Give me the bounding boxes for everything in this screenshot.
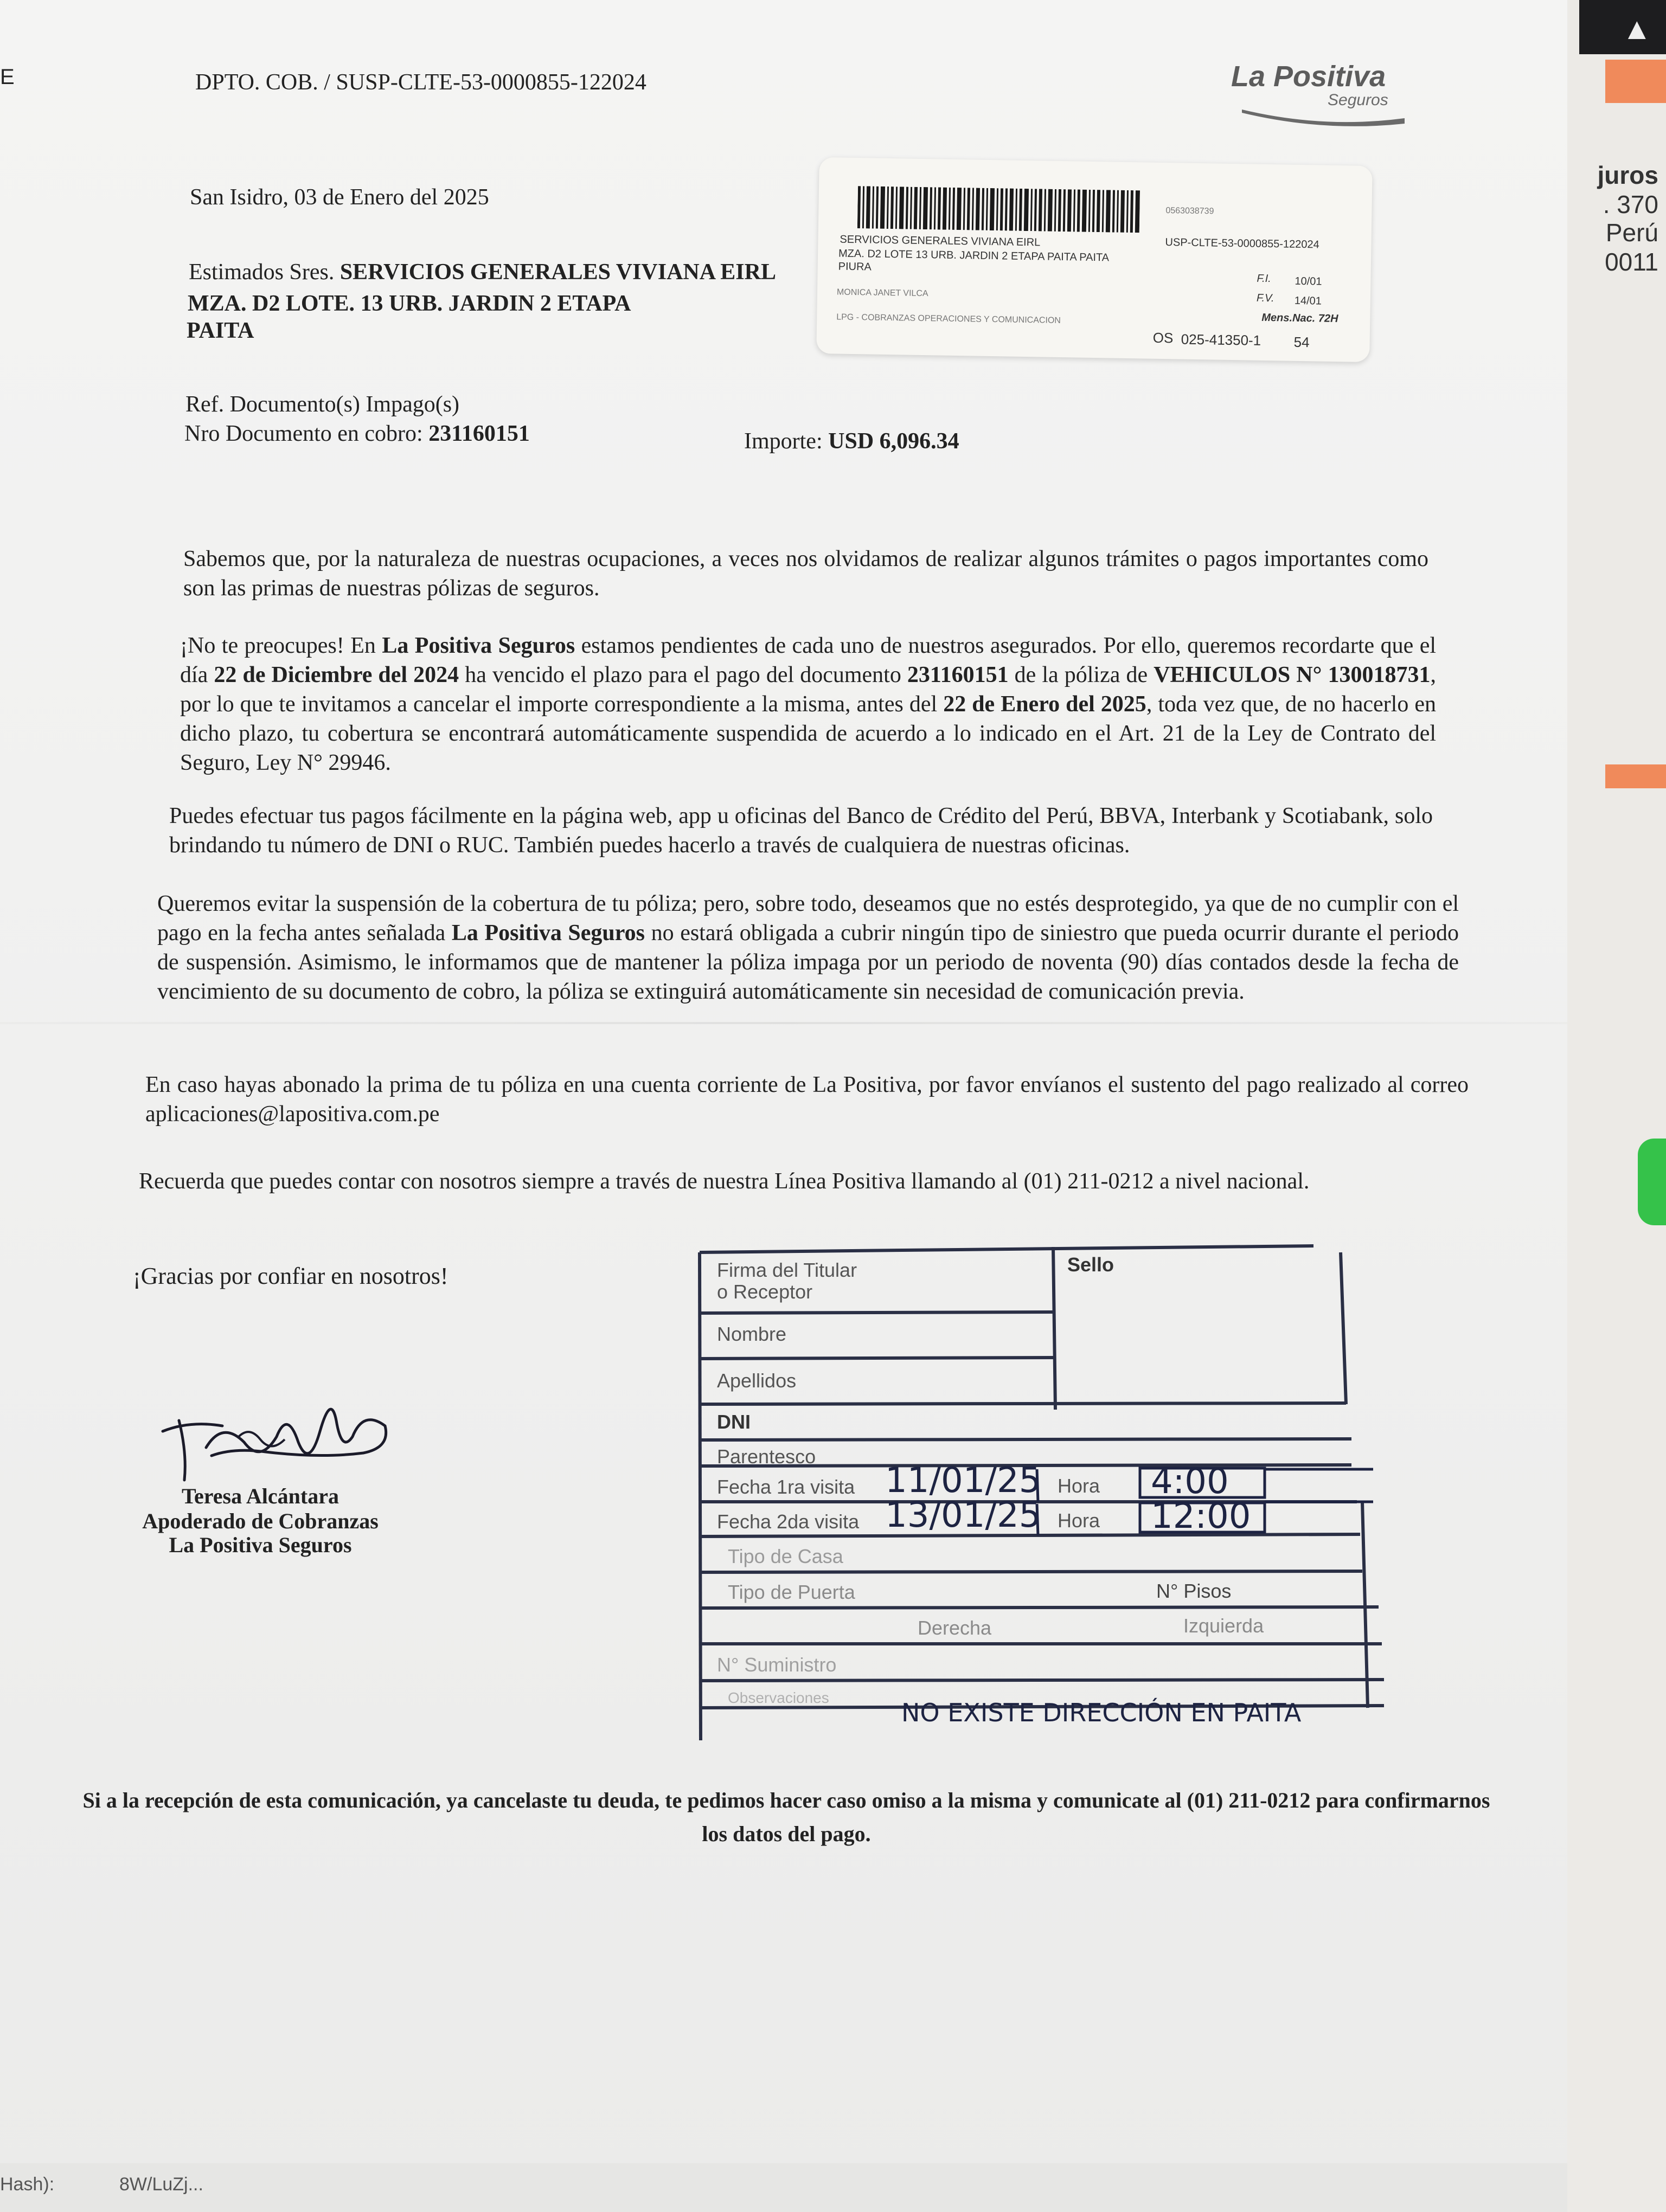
amount-line xyxy=(744,428,959,454)
form-firma-label: Firma del Titular xyxy=(717,1259,857,1281)
thanks-line: ¡Gracias por confiar en nosotros! xyxy=(133,1263,448,1289)
bottom-strip xyxy=(0,2163,1567,2212)
p2-text-a: ¡No te preocupes! En xyxy=(180,633,382,658)
paragraph-4 xyxy=(157,889,1459,1006)
hash-label: Hash): xyxy=(0,2174,55,2195)
amount-label: Importe: xyxy=(744,429,829,454)
shipping-label xyxy=(816,157,1373,362)
form-visita2-value: 13/01/25 xyxy=(885,1495,1041,1535)
form-derecha-label: Derecha xyxy=(918,1617,992,1639)
label-os-extra: 54 xyxy=(1293,333,1310,351)
form-tipo-casa-label: Tipo de Casa xyxy=(728,1545,843,1567)
form-hora1-label: Hora xyxy=(1058,1475,1100,1497)
label-fi-value: 10/01 xyxy=(1295,275,1322,288)
department-reference: DPTO. COB. / SUSP-CLTE-53-0000855-122024 xyxy=(195,70,646,95)
orange-band xyxy=(1605,60,1666,103)
document-label: Nro Documento en cobro: xyxy=(184,421,429,446)
label-fi: F.I. xyxy=(1257,272,1271,285)
underlying-text-4: 0011 xyxy=(1605,248,1658,276)
form-observaciones-label: Observaciones xyxy=(728,1689,829,1706)
form-nombre-label: Nombre xyxy=(717,1323,787,1345)
paragraph-1: Sabemos que, por la naturaleza de nuestras ocupaciones, a veces nos olvidamos de realizar algunos trámites o pagos importantes como son las primas de nuestras pólizas de seguros. xyxy=(183,546,1428,601)
reference-label: Ref. Documento(s) Impago(s) xyxy=(185,392,460,417)
underlying-text-3: Perú xyxy=(1605,218,1658,247)
label-department: LPG - COBRANZAS OPERACIONES Y COMUNICACION xyxy=(836,312,1061,326)
p2-text-k: , toda vez que, de no hacerlo en dicho plazo, tu cobertura se encontrará automáticamente suspendida de acuerdo a lo indicado en el Art. 21 de la Ley de Contrato del Seguro, Ley N° 29946. xyxy=(180,692,1436,775)
p4-text-a: Queremos evitar la suspensión de la cobertura de tu póliza; pero, sobre todo, deseamos que no estés desprotegido, ya que de no cumplir con el pago en la fecha antes señalada xyxy=(157,891,1459,946)
p2-text-i: , por lo que te invitamos a cancelar el importe correspondiente a la misma, antes del xyxy=(180,663,1437,717)
p2-due-date: 22 de Diciembre del 2024 xyxy=(214,663,459,687)
document-number-line xyxy=(184,421,530,447)
label-fv: F.V. xyxy=(1256,292,1274,305)
p2-policy: VEHICULOS N° 130018731 xyxy=(1154,663,1431,687)
underlying-text-1: juros xyxy=(1597,161,1658,189)
label-line-1: SERVICIOS GENERALES VIVIANA EIRL xyxy=(840,233,1041,249)
la-positiva-logo xyxy=(1231,60,1405,136)
hash-value: 8W/LuZj... xyxy=(119,2174,203,2195)
form-observaciones-value: NO EXISTE DIRECCIÓN EN PAITA xyxy=(901,1698,1302,1727)
p4-text-c: no estará obligada a cubrir ningún tipo de siniestro que pueda ocurrir durante el periodo de suspensión. Asimismo, le informamos que de mantener la póliza impaga por un periodo de noventa (90) días contados desde la fecha de vencimiento de su documento de cobro, la póliza se extinguirá automáticamente sin necesidad de comunicación previa. xyxy=(157,921,1459,1004)
p2-document: 231160151 xyxy=(907,663,1009,687)
form-firma-label-2: o Receptor xyxy=(717,1281,813,1303)
p4-company: La Positiva Seguros xyxy=(451,921,645,946)
signer-role: Apoderado de Cobranzas xyxy=(142,1509,379,1533)
letter-date: San Isidro, 03 de Enero del 2025 xyxy=(190,185,489,210)
handwritten-signature xyxy=(157,1388,396,1486)
logo-swoosh-icon xyxy=(1242,106,1405,128)
form-suministro-label: N° Suministro xyxy=(717,1654,837,1676)
amount-value: USD 6,096.34 xyxy=(828,429,959,454)
form-apellido-label: Apellidos xyxy=(717,1369,797,1392)
orange-band-2 xyxy=(1605,764,1666,788)
receipt-form xyxy=(695,1231,1389,1751)
paragraph-2 xyxy=(180,631,1436,777)
label-person: MONICA JANET VILCA xyxy=(836,287,928,299)
form-visita1-label: Fecha 1ra visita xyxy=(717,1476,855,1498)
signer-company: La Positiva Seguros xyxy=(169,1533,352,1557)
signer-name: Teresa Alcántara xyxy=(182,1484,339,1508)
p2-text-g: de la póliza de xyxy=(1008,663,1154,687)
underlying-sheet xyxy=(1556,0,1666,2212)
label-service: Mens.Nac. 72H xyxy=(1261,311,1338,325)
form-pisos-label: N° Pisos xyxy=(1156,1580,1232,1602)
form-hora2-value: 12:00 xyxy=(1151,1496,1251,1536)
logo-subtitle: Seguros xyxy=(1328,91,1388,109)
paragraph-6: Recuerda que puedes contar con nosotros siempre a través de nuestra Línea Positiva llamando al (01) 211-0212 a nivel nacional. xyxy=(139,1169,1310,1194)
form-parentesco-label: Parentesco xyxy=(717,1445,816,1468)
paragraph-5: En caso hayas abonado la prima de tu póliza en una cuenta corriente de La Positiva, por favor envíanos el sustento del pago realizado al correo aplicaciones@lapositiva.com.pe xyxy=(145,1072,1469,1127)
form-tipo-puerta-label: Tipo de Puerta xyxy=(728,1581,855,1603)
label-fv-value: 14/01 xyxy=(1294,294,1322,307)
recipient-city: PAITA xyxy=(187,318,254,343)
paragraph-3: Puedes efectuar tus pagos fácilmente en la página web, app u oficinas del Banco de Crédito del Perú, BBVA, Interbank y Scotiabank, solo brindando tu número de DNI o RUC. También puedes hacerlo a través de cualquiera de nuestras oficinas. xyxy=(169,803,1433,858)
salutation: Estimados Sres. xyxy=(189,260,340,285)
p2-text-e: ha vencido el plazo para el pago del documento xyxy=(459,663,907,687)
underlying-text-2: . 370 xyxy=(1603,190,1658,218)
footer-note: Si a la recepción de esta comunicación, ya cancelaste tu deuda, te pedimos hacer caso omiso a la misma y comunicate al (01) 211-0212 para confirmarnos los datos del pago. xyxy=(82,1788,1490,1846)
form-izquierda-label: Izquierda xyxy=(1183,1615,1264,1637)
recipient-name: SERVICIOS GENERALES VIVIANA EIRL xyxy=(339,260,776,285)
form-sello-label: Sello xyxy=(1067,1253,1114,1276)
arrow-up-icon: ▲ xyxy=(1622,11,1652,46)
form-dni-label: DNI xyxy=(717,1411,751,1433)
p2-text-c: estamos pendientes de cada uno de nuestros asegurados. Por ello, queremos recordarte que el día xyxy=(180,633,1436,687)
label-os-value: 025-41350-1 xyxy=(1181,331,1261,349)
form-hora1-value: 4:00 xyxy=(1151,1462,1229,1502)
label-os: OS xyxy=(1152,329,1174,346)
document-number: 231160151 xyxy=(428,421,530,446)
form-visita1-value: 11/01/25 xyxy=(885,1461,1041,1501)
label-barcode-code: USP-CLTE-53-0000855-122024 xyxy=(1165,236,1319,251)
fold-line xyxy=(0,1022,1567,1024)
label-small-code: 0563038739 xyxy=(1165,206,1214,216)
form-hora2-label: Hora xyxy=(1058,1509,1100,1532)
recipient-address: MZA. D2 LOTE. 13 URB. JARDIN 2 ETAPA xyxy=(188,291,631,316)
logo-name: La Positiva xyxy=(1231,60,1386,93)
edge-mark: E xyxy=(0,65,15,89)
label-line-2: MZA. D2 LOTE 13 URB. JARDIN 2 ETAPA PAITA PAITA xyxy=(838,247,1110,264)
barcode-icon xyxy=(857,186,1140,233)
p2-deadline: 22 de Enero del 2025 xyxy=(943,692,1146,717)
green-object xyxy=(1638,1139,1666,1225)
p2-company: La Positiva Seguros xyxy=(382,633,575,658)
label-line-3: PIURA xyxy=(838,260,872,273)
form-visita2-label: Fecha 2da visita xyxy=(717,1510,860,1533)
recipient-line xyxy=(189,259,776,285)
